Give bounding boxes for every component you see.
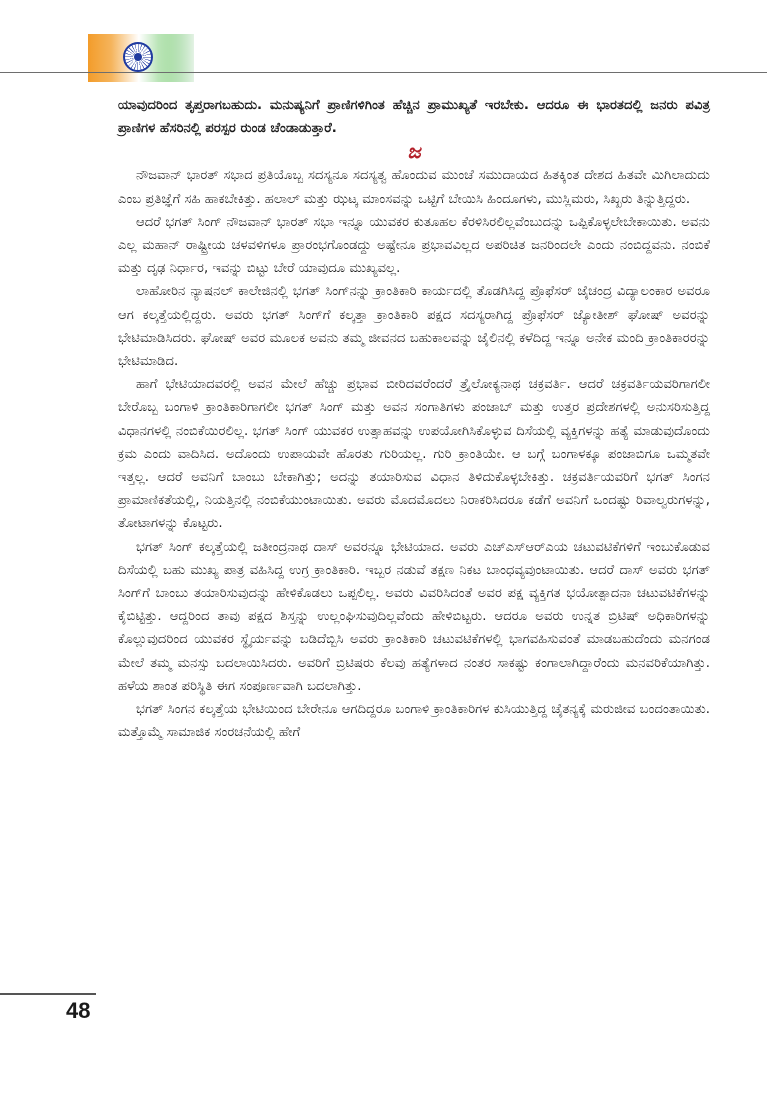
paragraph-3: ಲಾಹೋರಿನ ನ್ಯಾಷನಲ್ ಕಾಲೇಜಿನಲ್ಲಿ ಭಗತ್ ಸಿಂಗ್‌ನನ್ನು ಕ್ರಾಂತಿಕಾರಿ ಕಾರ್ಯದಲ್ಲಿ ತೊಡಗಿಸಿದ್ದ ಪ್ರೊಫೆಸರ್ ಜೈಚಂದ್ರ ವಿದ್ಯಾಲಂಕಾರ ಅವರೂ ಆಗ ಕಲ್ಕತ್ತೆಯಲ್ಲಿದ್ದರು. ಅವರು ಭಗತ್ ಸಿಂಗ್‌ಗೆ ಕಲ್ಕತ್ತಾ ಕ್ರಾಂತಿಕಾರಿ ಪಕ್ಷದ ಸದಸ್ಯರಾಗಿದ್ದ ಪ್ರೊಫೆಸರ್ ಜ್ಯೋತೀಶ್ ಘೋಷ್ ಅವರನ್ನು ಭೇಟಿಮಾಡಿಸಿದರು. ಘೋಷ್ ಅವರ ಮೂಲಕ ಅವನು ತಮ್ಮ ಜೀವನದ ಬಹುಕಾಲವನ್ನು ಜೈಲಿನಲ್ಲಿ ಕಳೆದಿದ್ದ ಇನ್ನೂ ಅನೇಕ ಮಂದಿ ಕ್ರಾಂತಿಕಾರರನ್ನು ಭೇಟಿಮಾಡಿದ. [118,284,710,370]
paragraph-1: ನೌಜವಾನ್ ಭಾರತ್ ಸಭಾದ ಪ್ರತಿಯೊಬ್ಬ ಸದಸ್ಯನೂ ಸದಸ್ಯತ್ವ ಹೊಂದುವ ಮುಂಚೆ ಸಮುದಾಯದ ಹಿತಕ್ಕಿಂತ ದೇಶದ ಹಿತವೇ ಮಿಗಿಲಾದುದು ಎಂಬ ಪ್ರತಿಜ್ಞೆಗೆ ಸಹಿ ಹಾಕಬೇಕಿತ್ತು. ಹಲಾಲ್ ಮತ್ತು ಝಟ್ಕ ಮಾಂಸವನ್ನು ಒಟ್ಟಿಗೆ ಬೇಯಿಸಿ ಹಿಂದೂಗಳು, ಮುಸ್ಲಿಮರು, ಸಿಖ್ಖರು ತಿನ್ನುತ್ತಿದ್ದರು. [118,168,710,207]
logo-fade [158,34,194,82]
paragraph-5: ಭಗತ್ ಸಿಂಗ್ ಕಲ್ಕತ್ತೆಯಲ್ಲಿ ಜತೀಂದ್ರನಾಥ ದಾಸ್ ಅವರನ್ನೂ ಭೇಟಿಯಾದ. ಅವರು ಎಚ್‌ಎಸ್‌ಆರ್‌ಎಯ ಚಟುವಟಿಕೆಗಳಿಗೆ ಇಂಬುಕೊಡುವ ದಿಸೆಯಲ್ಲಿ ಬಹು ಮುಖ್ಯ ಪಾತ್ರ ವಹಿಸಿದ್ದ ಉಗ್ರ ಕ್ರಾಂತಿಕಾರಿ. ಇಬ್ಬರ ನಡುವೆ ತಕ್ಷಣ ನಿಕಟ ಬಾಂಧವ್ಯವುಂಟಾಯಿತು. ಆದರೆ ದಾಸ್ ಅವರು ಭಗತ್ ಸಿಂಗ್‌ಗೆ ಬಾಂಬು ತಯಾರಿಸುವುದನ್ನು ಹೇಳಿಕೊಡಲು ಒಪ್ಪಲಿಲ್ಲ. ಅವರು ವಿವರಿಸಿದಂತೆ ಅವರ ಪಕ್ಷ ವ್ಯಕ್ತಿಗತ ಭಯೋತ್ಪಾದನಾ ಚಟುವಟಿಕೆಗಳನ್ನು ಕೈಬಿಟ್ಟಿತ್ತು. ಆದ್ದರಿಂದ ತಾವು ಪಕ್ಷದ ಶಿಸ್ತನ್ನು ಉಲ್ಲಂಘಿಸುವುದಿಲ್ಲವೆಂದು ಹೇಳಿಬಿಟ್ಟರು. ಆದರೂ ಅವರು ಉನ್ನತ ಬ್ರಿಟಿಷ್ ಅಧಿಕಾರಿಗಳನ್ನು ಕೊಲ್ಲುವುದರಿಂದ ಯುವಕರ ಸ್ಥೈರ್ಯವನ್ನು ಬಡಿದೆಬ್ಬಿಸಿ ಅವರು ಕ್ರಾಂತಿಕಾರಿ ಚಟುವಟಿಕೆಗಳಲ್ಲಿ ಭಾಗವಹಿಸುವಂತೆ ಮಾಡಬಹುದೆಂದು ಮನಗಂಡ ಮೇಲೆ ತಮ್ಮ ಮನಸ್ಸು ಬದಲಾಯಿಸಿದರು. ಅವರಿಗೆ ಬ್ರಿಟಿಷರು ಕೆಲವು ಹತ್ಯೆಗಳಾದ ನಂತರ ಸಾಕಷ್ಟು ಕಂಗಾಲಾಗಿದ್ದಾರೆಂದು ಮನವರಿಕೆಯಾಗಿತ್ತು. ಹಳೆಯ ಶಾಂತ ಪರಿಸ್ಥಿತಿ ಈಗ ಸಂಪೂರ್ಣವಾಗಿ ಬದಲಾಗಿತ್ತು. [118,539,710,694]
header-rule [0,72,767,73]
section-ornament-icon: ಜ [407,139,421,164]
paragraph-4: ಹಾಗೆ ಭೇಟಿಯಾದವರಲ್ಲಿ ಅವನ ಮೇಲೆ ಹೆಚ್ಚು ಪ್ರಭಾವ ಬೀರಿದವರೆಂದರೆ ತ್ರೈಲೋಕ್ಯನಾಥ ಚಕ್ರವರ್ತಿ. ಆದರೆ ಚಕ್ರವರ್ತಿಯವರಿಗಾಗಲೀ ಬೇರೊಬ್ಬ ಬಂಗಾಳಿ ಕ್ರಾಂತಿಕಾರಿಗಾಗಲೀ ಭಗತ್ ಸಿಂಗ್ ಮತ್ತು ಅವನ ಸಂಗಾತಿಗಳು ಪಂಜಾಬ್ ಮತ್ತು ಉತ್ತರ ಪ್ರದೇಶಗಳಲ್ಲಿ ಅನುಸರಿಸುತ್ತಿದ್ದ ವಿಧಾನಗಳಲ್ಲಿ ನಂಬಿಕೆಯಿರಲಿಲ್ಲ. ಭಗತ್ ಸಿಂಗ್ ಯುವಕರ ಉತ್ಸಾಹವನ್ನು ಉಪಯೋಗಿಸಿಕೊಳ್ಳುವ ದಿಸೆಯಲ್ಲಿ ವ್ಯಕ್ತಿಗಳನ್ನು ಹತ್ಯೆ ಮಾಡುವುದೊಂದು ಕ್ರಮ ಎಂದು ವಾದಿಸಿದ. ಅದೊಂದು ಉಪಾಯವೇ ಹೊರತು ಗುರಿಯಲ್ಲ. ಗುರಿ ಕ್ರಾಂತಿಯೇ. ಆ ಬಗ್ಗೆ ಬಂಗಾಳಕ್ಕೂ ಪಂಜಾಬಿಗೂ ಒಮ್ಮತವೇ ಇತ್ತಲ್ಲ. ಆದರೆ ಅವನಿಗೆ ಬಾಂಬು ಬೇಕಾಗಿತ್ತು; ಅದನ್ನು ತಯಾರಿಸುವ ವಿಧಾನ ತಿಳಿದುಕೊಳ್ಳಬೇಕಿತ್ತು. ಚಕ್ರವರ್ತಿಯವರಿಗೆ ಭಗತ್ ಸಿಂಗನ ಪ್ರಾಮಾಣಿಕತೆಯಲ್ಲಿ, ನಿಯತ್ತಿನಲ್ಲಿ ನಂಬಿಕೆಯುಂಟಾಯಿತು. ಅವರು ಮೊದಮೊದಲು ನಿರಾಕರಿಸಿದರೂ ಕಡೆಗೆ ಅವನಿಗೆ ಒಂದಷ್ಟು ರಿವಾಲ್ವರುಗಳನ್ನು, ತೋಟಾಗಳನ್ನು ಕೊಟ್ಟರು. [118,377,710,532]
paragraph-2: ಆದರೆ ಭಗತ್ ಸಿಂಗ್ ನೌಜವಾನ್ ಭಾರತ್ ಸಭಾ ಇನ್ನೂ ಯುವಕರ ಕುತೂಹಲ ಕೆರಳಿಸಿರಲಿಲ್ಲವೆಂಬುದನ್ನು ಒಪ್ಪಿಕೊಳ್ಳಲೇಬೇಕಾಯಿತು. ಅವನು ಎಲ್ಲ ಮಹಾನ್ ರಾಷ್ಟ್ರೀಯ ಚಳವಳಿಗಳೂ ಪ್ರಾರಂಭಗೊಂಡದ್ದು ಅಷ್ಟೇನೂ ಪ್ರಭಾವವಿಲ್ಲದ ಅಪರಿಚಿತ ಜನರಿಂದಲೇ ಎಂದು ನಂಬಿದ್ದವನು. ನಂಬಿಕೆ ಮತ್ತು ದೃಢ ನಿರ್ಧಾರ, ಇವನ್ನು ಬಿಟ್ಟು ಬೇರೆ ಯಾವುದೂ ಮುಖ್ಯವಲ್ಲ. [118,214,710,277]
paragraph-6: ಭಗತ್ ಸಿಂಗನ ಕಲ್ಕತ್ತೆಯ ಭೇಟಿಯಿಂದ ಬೇರೇನೂ ಆಗದಿದ್ದರೂ ಬಂಗಾಳಿ ಕ್ರಾಂತಿಕಾರಿಗಳ ಕುಸಿಯುತ್ತಿದ್ದ ಚೈತನ್ಯಕ್ಕೆ ಮರುಜೀವ ಬಂದಂತಾಯಿತು. ಮತ್ತೊಮ್ಮೆ ಸಾಮಾಜಿಕ ಸಂರಚನೆಯಲ್ಲಿ ಹೇಗೆ [118,702,710,741]
footer-rule [0,993,96,995]
chakra-hub [134,53,142,61]
lead-paragraph: ಯಾವುದರಿಂದ ತೃಪ್ತರಾಗಬಹುದು. ಮನುಷ್ಯನಿಗೆ ಪ್ರಾಣಿಗಳಿಗಿಂತ ಹೆಚ್ಚಿನ ಪ್ರಾಮುಖ್ಯತೆ ಇರಬೇಕು. ಆದರೂ ಈ ಭಾರತದಲ್ಲಿ ಜನರು ಪವಿತ್ರ ಪ್ರಾಣಿಗಳ ಹೆಸರಿನಲ್ಲಿ ಪರಸ್ಪರ ರುಂಡ ಚೆಂಡಾಡುತ್ತಾರೆ. [118,98,710,137]
page-body [118,94,710,744]
indian-flag-logo-icon [88,34,194,82]
page-number: 48 [66,998,91,1023]
